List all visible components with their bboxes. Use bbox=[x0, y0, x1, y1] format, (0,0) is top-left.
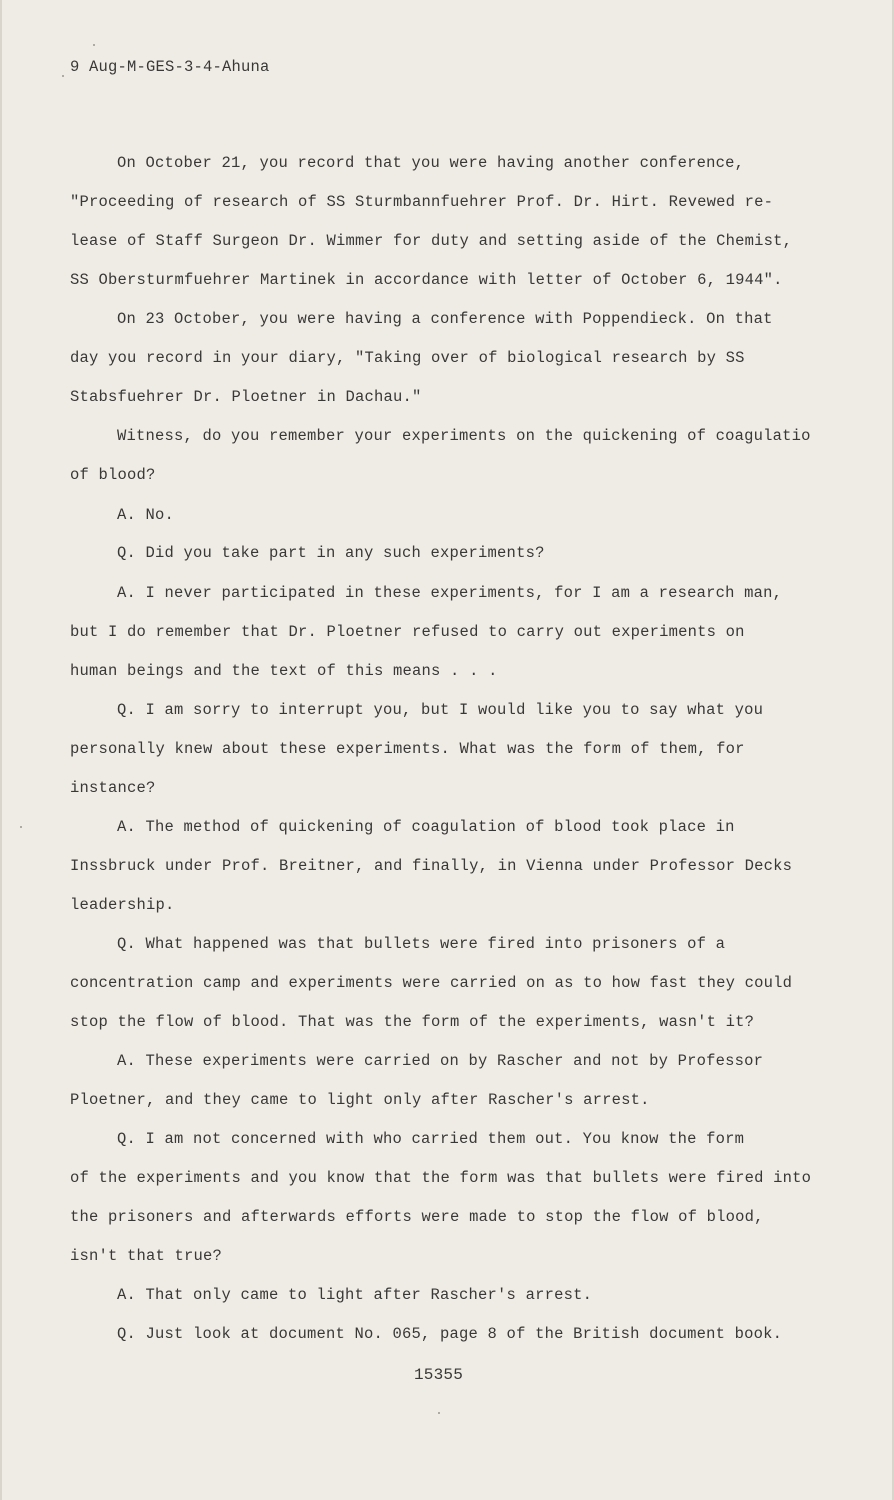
text-line: Inssbruck under Prof. Breitner, and finally, in Vienna under Professor Decks bbox=[70, 857, 793, 875]
text-line: A. I never participated in these experiments, for I am a research man, bbox=[117, 584, 783, 602]
text-line: but I do remember that Dr. Ploetner refused to carry out experiments on bbox=[70, 623, 745, 641]
text-line: of the experiments and you know that the form was that bullets were fired into bbox=[70, 1169, 812, 1187]
text-line: Witness, do you remember your experiments on the quickening of coagulatio bbox=[117, 427, 811, 445]
text-line: the prisoners and afterwards efforts were made to stop the flow of blood, bbox=[70, 1208, 764, 1226]
text-line: concentration camp and experiments were carried on as to how fast they could bbox=[70, 974, 793, 992]
text-line: lease of Staff Surgeon Dr. Wimmer for duty and setting aside of the Chemist, bbox=[70, 232, 793, 250]
text-line: "Proceeding of research of SS Sturmbannfuehrer Prof. Dr. Hirt. Revewed re- bbox=[70, 193, 774, 211]
text-line: Q. Just look at document No. 065, page 8 of the British document book. bbox=[117, 1325, 783, 1343]
text-line: Q. Did you take part in any such experiments? bbox=[117, 544, 545, 562]
text-line: personally knew about these experiments. What was the form of them, for bbox=[70, 740, 745, 758]
text-line: Ploetner, and they came to light only after Rascher's arrest. bbox=[70, 1091, 650, 1109]
text-line: day you record in your diary, "Taking over of biological research by SS bbox=[70, 349, 745, 367]
text-line: A. These experiments were carried on by Rascher and not by Professor bbox=[117, 1052, 764, 1070]
text-line: Stabsfuehrer Dr. Ploetner in Dachau." bbox=[70, 388, 422, 406]
text-line: Q. What happened was that bullets were fired into prisoners of a bbox=[117, 935, 726, 953]
text-line: Q. I am not concerned with who carried them out. You know the form bbox=[117, 1130, 745, 1148]
paper-speck bbox=[20, 826, 22, 828]
page-number: 15355 bbox=[414, 1366, 464, 1384]
text-line: A. No. bbox=[117, 506, 175, 524]
text-line: On October 21, you record that you were having another conference, bbox=[117, 154, 745, 172]
paper-speck bbox=[93, 44, 95, 46]
text-line: of blood? bbox=[70, 466, 156, 484]
text-line: On 23 October, you were having a conference with Poppendieck. On that bbox=[117, 310, 773, 328]
text-line: Q. I am sorry to interrupt you, but I would like you to say what you bbox=[117, 701, 764, 719]
text-line: isn't that true? bbox=[70, 1247, 223, 1265]
text-line: human beings and the text of this means . . . bbox=[70, 662, 498, 680]
text-line: A. The method of quickening of coagulation of blood took place in bbox=[117, 818, 735, 836]
text-line: stop the flow of blood. That was the form of the experiments, wasn't it? bbox=[70, 1013, 755, 1031]
paper-speck bbox=[62, 75, 64, 77]
document-header: 9 Aug-M-GES-3-4-Ahuna bbox=[70, 58, 270, 76]
text-line: leadership. bbox=[70, 896, 175, 914]
text-line: instance? bbox=[70, 779, 156, 797]
paper-speck bbox=[438, 1412, 440, 1414]
text-line: SS Obersturmfuehrer Martinek in accordance with letter of October 6, 1944". bbox=[70, 271, 783, 289]
text-line: A. That only came to light after Rascher's arrest. bbox=[117, 1286, 593, 1304]
